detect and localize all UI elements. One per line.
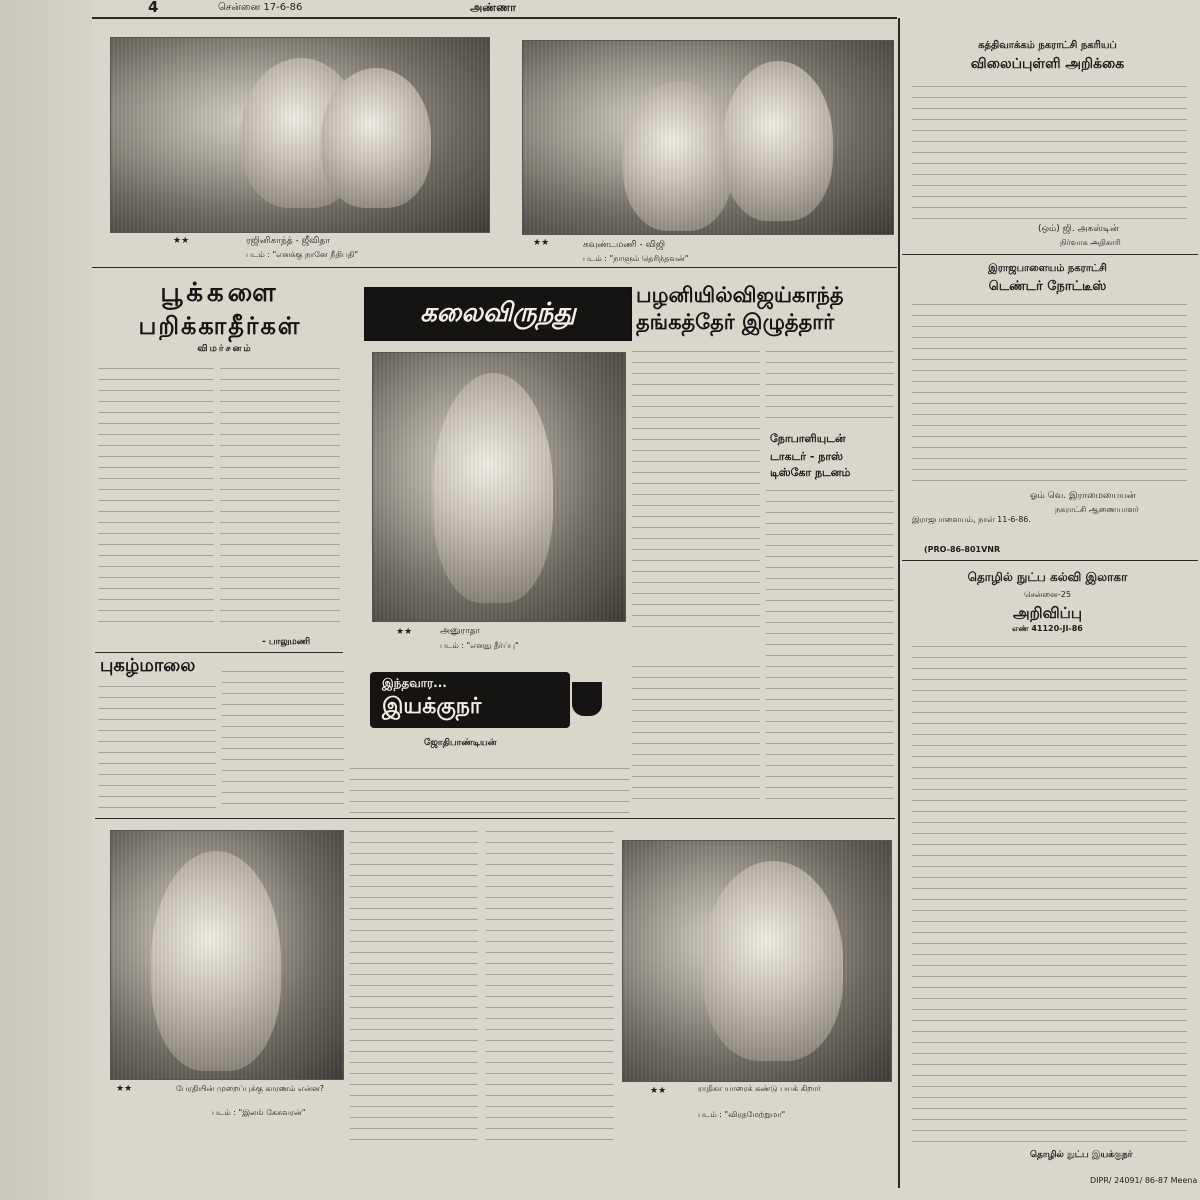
review-byline: - பாலுமணி bbox=[262, 637, 311, 647]
vijayakanth-column-2 bbox=[766, 345, 894, 425]
disco-headline-1: நோபாளியுடன் bbox=[770, 432, 846, 445]
photo-bottom-right bbox=[622, 840, 892, 1082]
director-column-2 bbox=[486, 825, 614, 1145]
notice3-title-top: தொழில் நுட்ப கல்வி இலாகா bbox=[967, 570, 1128, 584]
notice2-title-main: டெண்டர் நோட்டீஸ் bbox=[988, 279, 1107, 294]
right-column-rule bbox=[898, 18, 900, 1188]
pugazhmaalai-column-2 bbox=[222, 665, 344, 810]
notice3-body bbox=[912, 640, 1187, 1145]
director-banner-top: இந்தவார... bbox=[382, 676, 447, 690]
photo-bottom-left bbox=[110, 830, 344, 1080]
notice2-signature-role: நகராட்சி ஆணையாளர் bbox=[1055, 505, 1140, 514]
stars-bottom-left: ★★ bbox=[116, 1084, 133, 1094]
stars-center: ★★ bbox=[396, 627, 413, 637]
notice1-title-main: விலைப்புள்ளி அறிக்கை bbox=[970, 56, 1125, 72]
rule-under-top-photos bbox=[92, 267, 897, 268]
rule-notice2 bbox=[902, 560, 1198, 561]
director-intro bbox=[350, 762, 630, 814]
stars-top-left: ★★ bbox=[173, 236, 190, 246]
notice3-subtitle: சென்னை-25 bbox=[1024, 590, 1071, 599]
stars-bottom-right: ★★ bbox=[650, 1086, 667, 1096]
pugazhmaalai-column-1 bbox=[98, 680, 216, 810]
caption-bottom-right-film: படம் : "விரதமேற்றுமா" bbox=[698, 1110, 786, 1119]
director-banner bbox=[370, 672, 570, 728]
caption-bottom-left-names: பேரதியின் முறைப்புக்கு காரணம் என்ன? bbox=[176, 1084, 324, 1093]
notice2-place-date: இராஜபாளையம், நாள் 11-6-86. bbox=[912, 515, 1031, 524]
director-column-1 bbox=[350, 825, 478, 1145]
review-headline-2: பறிக்காதீர்கள் bbox=[138, 312, 302, 340]
rule-notice1 bbox=[902, 254, 1198, 255]
notice2-title-top: இராஜபாளையம் நகராட்சி bbox=[988, 263, 1107, 274]
caption-bottom-left-film: படம் : "இலங் கேசுவரன்" bbox=[212, 1108, 306, 1117]
disco-column bbox=[766, 484, 894, 804]
notice2-signature: ஓம் வெ. இராமையையன் bbox=[1030, 491, 1136, 501]
vijayakanth-column-1 bbox=[632, 345, 760, 635]
notice3-signature: தொழில் நுட்ப இயக்குநர் bbox=[1030, 1150, 1133, 1160]
review-headline-1: பூக்களை bbox=[160, 278, 280, 308]
stars-top-right: ★★ bbox=[533, 238, 550, 248]
header-place-date: சென்னை 17-6-86 bbox=[218, 2, 303, 13]
header-rule bbox=[92, 17, 897, 19]
caption-bottom-right-names: ராதிகா யாரைக் கண்டு பயக் கிறார் bbox=[698, 1084, 821, 1093]
vijayakanth-column-3 bbox=[632, 660, 760, 800]
notice3-title-main: அறிவிப்பு bbox=[1013, 604, 1082, 622]
review-column-1 bbox=[98, 362, 214, 632]
notice3-ref: எண் 41120-JI-86 bbox=[1012, 624, 1083, 633]
notice2-body bbox=[912, 298, 1187, 488]
left-margin bbox=[0, 0, 92, 1200]
notice1-body bbox=[912, 80, 1187, 220]
pugazhmaalai-headline: புகழ்மாலை bbox=[100, 655, 196, 676]
vijayakanth-headline-1: பழனியில்விஜய்காந்த் bbox=[636, 283, 844, 307]
director-byline: ஜோதிபாண்டியன் bbox=[424, 738, 497, 748]
photo-center bbox=[372, 352, 626, 622]
header-paper-name: அண்ணா bbox=[470, 1, 516, 14]
page-number: 4 bbox=[148, 0, 159, 16]
notice1-title-top: கத்திவாக்கம் நகராட்சி நகரியப் bbox=[978, 40, 1117, 51]
notice1-signature-role: நிர்வாக அதிகாரி bbox=[1060, 238, 1121, 247]
disco-headline-3: டிஸ்கோ நடனம் bbox=[770, 466, 851, 479]
caption-top-left-film: படம் : "எனக்கு நானே நீதிபதி" bbox=[246, 250, 359, 259]
caption-center-film: படம் : "எனது தீர்ப்பு" bbox=[440, 641, 519, 650]
director-banner-main: இயக்குநர் bbox=[382, 694, 482, 719]
caption-top-left-names: ரஜினிகாந்த் - ஜீவிதா bbox=[246, 236, 330, 246]
notice1-signature: (ஒம்) ஜி. அகஸ்டின் bbox=[1038, 224, 1119, 234]
review-section-label: விமர்சனம் bbox=[197, 344, 253, 354]
photo-top-right bbox=[522, 40, 894, 235]
notice2-code: (PRO-86-801VNR bbox=[924, 545, 1001, 554]
notice3-footer-code: DIPR/ 24091/ 86-87 Meena bbox=[1090, 1176, 1198, 1185]
rule-under-review bbox=[95, 652, 343, 653]
disco-headline-2: டாகடர் - நாஸ் bbox=[770, 450, 843, 463]
caption-center-names: அனுராதா bbox=[440, 626, 481, 636]
review-column-2 bbox=[220, 362, 340, 632]
caption-top-right-names: கவுண்டமணி - விஜி bbox=[583, 240, 665, 250]
trophy-icon bbox=[572, 682, 602, 716]
photo-top-left bbox=[110, 37, 490, 233]
kalai-virunthu-banner: கலைவிருந்து bbox=[364, 287, 632, 341]
vijayakanth-headline-2: தங்கத்தேர் இழுத்தார் bbox=[636, 310, 835, 334]
caption-top-right-film: படம் : "நாளும் தெரிந்தவன்" bbox=[583, 254, 689, 263]
rule-above-bottom-section bbox=[95, 818, 895, 819]
